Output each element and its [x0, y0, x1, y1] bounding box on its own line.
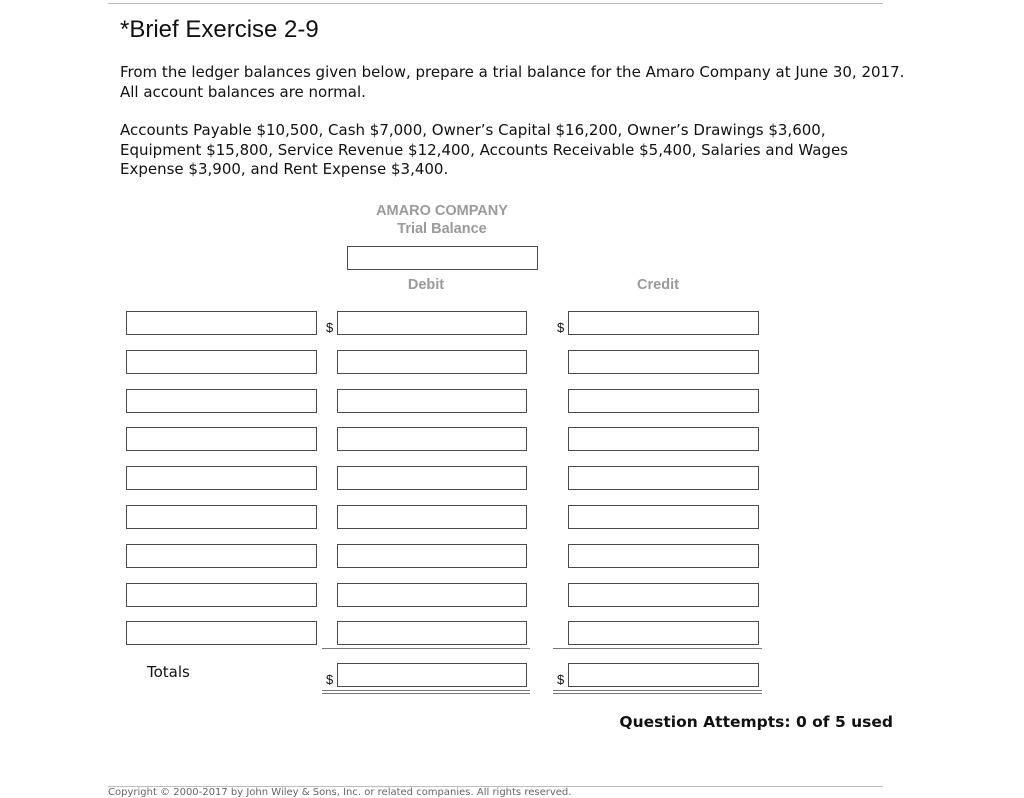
debit-total-double-underline	[322, 690, 530, 691]
debit-total-double-underline-2	[322, 693, 530, 694]
date-input[interactable]	[347, 246, 538, 270]
credit-amount-input[interactable]	[568, 621, 759, 645]
debit-amount-input[interactable]	[337, 311, 527, 335]
total-credit-dollar-sign: $	[557, 672, 565, 687]
totals-label: Totals	[147, 663, 190, 681]
statement-name: Trial Balance	[397, 221, 487, 237]
debit-header: Debit	[407, 277, 445, 293]
credit-amount-input[interactable]	[568, 389, 759, 413]
debit-amount-input[interactable]	[337, 621, 527, 645]
account-title-input[interactable]	[126, 583, 317, 607]
debit-amount-input[interactable]	[337, 466, 527, 490]
account-title-input[interactable]	[126, 544, 317, 568]
total-debit-dollar-sign: $	[326, 672, 334, 687]
credit-amount-input[interactable]	[568, 427, 759, 451]
ledger-balances-text: Accounts Payable $10,500, Cash $7,000, Owner’s Capital $16,200, Owner’s Drawings $3,600, Equipment $15,800, Service Revenue $12,400, Accounts Receivable $5,400, Salaries and Wages Expense $3,900, and Rent Expense $3,400.	[120, 121, 848, 178]
debit-amount-input[interactable]	[337, 350, 527, 374]
credit-amount-input[interactable]	[568, 311, 759, 335]
instructions-text: From the ledger balances given below, prepare a trial balance for the Amaro Company at June 30, 2017. All account balances are normal.	[120, 63, 905, 101]
credit-subtotal-underline	[553, 648, 762, 649]
exercise-title: *Brief Exercise 2-9	[120, 16, 319, 43]
debit-amount-input[interactable]	[337, 583, 527, 607]
account-title-input[interactable]	[126, 389, 317, 413]
credit-dollar-sign: $	[557, 320, 565, 335]
account-title-input[interactable]	[126, 505, 317, 529]
credit-header: Credit	[637, 277, 679, 293]
copyright-text: Copyright © 2000-2017 by John Wiley & Sons, Inc. or related companies. All rights reserved.	[108, 787, 572, 798]
debit-amount-input[interactable]	[337, 505, 527, 529]
account-title-input[interactable]	[126, 427, 317, 451]
account-title-input[interactable]	[126, 621, 317, 645]
account-title-input[interactable]	[126, 311, 317, 335]
debit-amount-input[interactable]	[337, 389, 527, 413]
debit-subtotal-underline	[322, 648, 530, 649]
top-divider	[108, 3, 883, 4]
debit-amount-input[interactable]	[337, 544, 527, 568]
credit-amount-input[interactable]	[568, 466, 759, 490]
total-credit-input[interactable]	[568, 663, 759, 687]
credit-amount-input[interactable]	[568, 505, 759, 529]
account-title-input[interactable]	[126, 350, 317, 374]
debit-dollar-sign: $	[326, 320, 334, 335]
credit-amount-input[interactable]	[568, 583, 759, 607]
credit-total-double-underline-2	[553, 693, 762, 694]
credit-amount-input[interactable]	[568, 350, 759, 374]
company-name: AMARO COMPANY	[376, 203, 508, 219]
account-title-input[interactable]	[126, 466, 317, 490]
credit-amount-input[interactable]	[568, 544, 759, 568]
question-attempts: Question Attempts: 0 of 5 used	[619, 713, 893, 731]
total-debit-input[interactable]	[337, 663, 527, 687]
credit-total-double-underline	[553, 690, 762, 691]
debit-amount-input[interactable]	[337, 427, 527, 451]
